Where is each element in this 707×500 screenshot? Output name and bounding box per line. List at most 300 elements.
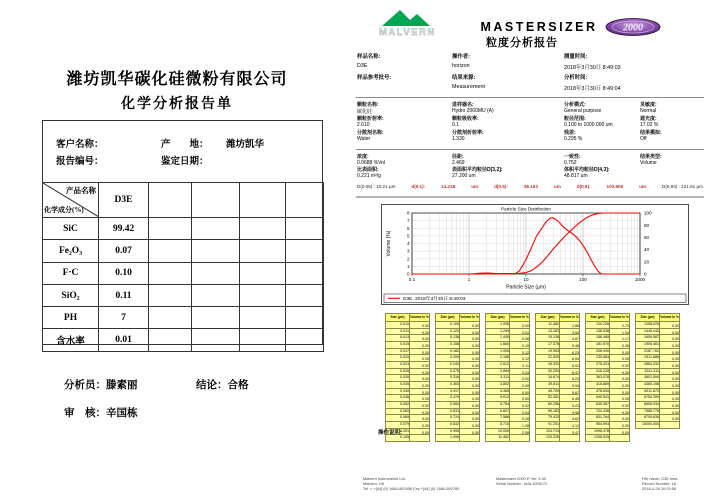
volume-cell: 0.00 — [410, 421, 430, 428]
empty-cell — [240, 262, 286, 284]
empty-cell — [286, 240, 324, 262]
size-cell: 1.096 — [436, 435, 460, 442]
volume-cell: 0.00 — [410, 368, 430, 375]
size-cell: 1659.587 — [636, 335, 660, 342]
size-cell: 30.200 — [536, 368, 560, 375]
volume-cell: 0.00 — [460, 368, 480, 375]
footer-line: Serial Number : MAL1005172 — [496, 481, 548, 486]
param-line: 灵敏度: — [640, 102, 657, 108]
param-line: 2018年3月30日 8:49:03 — [564, 64, 621, 71]
param-line: 2018年3月30日 8:49:04 — [564, 85, 621, 92]
size-table-row — [536, 401, 580, 408]
size-cell: 8.710 — [486, 421, 510, 428]
size-table-row — [436, 375, 480, 382]
volume-header: Volume In % — [610, 314, 630, 322]
report-title-left: 化学分析报告单 — [121, 97, 233, 112]
size-table-header — [436, 314, 480, 322]
size-table-row — [436, 415, 480, 422]
report-info-area — [43, 121, 322, 182]
size-cell: 11.482 — [536, 322, 560, 329]
size-cell: 1096.478 — [586, 428, 610, 435]
size-table-row — [386, 388, 430, 395]
size-cell: 15.136 — [536, 335, 560, 342]
size-table-row — [386, 335, 430, 342]
volume-cell: 0.00 — [410, 341, 430, 348]
param-line: 颗粒折射率: — [357, 116, 384, 123]
volume-cell: 0.00 — [460, 388, 480, 395]
size-table-row — [636, 388, 680, 395]
svg-text:3: 3 — [406, 248, 410, 254]
size-table-row — [586, 335, 630, 342]
size-cell: 158.489 — [586, 335, 610, 342]
size-cell: 0.138 — [436, 335, 460, 342]
volume-cell: 0.08 — [510, 335, 530, 342]
svg-text:0: 0 — [406, 271, 410, 277]
volume-cell: 0.00 — [610, 361, 630, 368]
d-value: 36.163 — [523, 184, 538, 189]
d-value: um — [553, 184, 561, 189]
volume-cell: 1.94 — [610, 328, 630, 335]
analysis-table — [42, 182, 324, 352]
size-cell: 0.079 — [386, 421, 410, 428]
size-cell: 0.120 — [436, 328, 460, 335]
volume-cell — [460, 435, 480, 442]
size-cell: 120.226 — [586, 322, 610, 329]
size-cell: 0.209 — [436, 355, 460, 362]
volume-cell: 0.10 — [510, 341, 530, 348]
empty-cell — [286, 183, 324, 218]
size-table-row — [436, 408, 480, 415]
size-cell: 0.955 — [436, 428, 460, 435]
svg-text:60: 60 — [644, 235, 650, 240]
param-line: 0.100 to 1000.000 um — [564, 122, 613, 129]
size-cell: 2.512 — [486, 361, 510, 368]
volume-cell: 0.28 — [510, 415, 530, 422]
volume-cell: 0.00 — [610, 375, 630, 382]
chart-svg — [381, 204, 689, 305]
size-table-row — [536, 428, 580, 435]
footer-filename — [642, 476, 677, 491]
size-table-row — [386, 421, 430, 428]
header-product-name: 产品名称 — [66, 186, 96, 195]
size-cell: 0.091 — [386, 428, 410, 435]
size-cell: 52.481 — [536, 395, 560, 402]
volume-cell: 0.02 — [510, 401, 530, 408]
size-cell: 11.482 — [486, 435, 510, 442]
param-line: 27.200 um — [452, 172, 476, 179]
component-value: 0.10 — [99, 262, 149, 284]
size-cell: 22.909 — [536, 355, 560, 362]
size-table-row — [486, 435, 530, 442]
volume-cell: 0.00 — [610, 395, 630, 402]
size-table-row — [486, 408, 530, 415]
size-table-row — [636, 368, 680, 375]
volume-cell: 3.47 — [560, 428, 580, 435]
empty-cell — [149, 183, 192, 218]
d-values-row — [357, 184, 703, 189]
size-cell: 2511.886 — [636, 355, 660, 362]
size-table-header — [586, 314, 630, 322]
size-table-header — [536, 314, 580, 322]
volume-cell: 0.00 — [410, 395, 430, 402]
svg-text:100: 100 — [579, 277, 587, 282]
size-table-row — [386, 348, 430, 355]
size-cell: 34.674 — [536, 375, 560, 382]
volume-cell: 0.00 — [660, 348, 680, 355]
param-line: 0.0688 %Vol — [357, 159, 386, 166]
volume-cell: 0.00 — [610, 381, 630, 388]
size-table-row — [536, 435, 580, 442]
volume-cell: 0.12 — [510, 355, 530, 362]
size-table-row — [536, 395, 580, 402]
component-value: 0.11 — [99, 284, 149, 306]
volume-cell: 0.00 — [460, 401, 480, 408]
size-cell: 0.010 — [386, 322, 410, 329]
footer-line: Tel := +[44] (0) 1684-892456 Fax +[44] (0) 1684-892789 — [363, 486, 460, 491]
size-cell: 0.417 — [436, 388, 460, 395]
size-table-row — [486, 322, 530, 329]
param-line: Water — [357, 136, 371, 143]
size-cell: 1258.925 — [586, 435, 610, 442]
volume-cell: 0.00 — [410, 388, 430, 395]
size-cell: 0.363 — [436, 381, 460, 388]
param-line: 浓度: — [357, 154, 369, 160]
volume-cell: 0.00 — [660, 322, 680, 329]
size-table-row — [436, 355, 480, 362]
size-table-row — [586, 381, 630, 388]
size-table-row — [586, 341, 630, 348]
size-cell: 19.953 — [536, 348, 560, 355]
size-table-row — [586, 415, 630, 422]
size-table-row — [536, 375, 580, 382]
volume-cell: 3.94 — [560, 328, 580, 335]
volume-cell: 0.00 — [460, 381, 480, 388]
size-cell: 0.316 — [436, 375, 460, 382]
diagonal-header-cell — [43, 183, 99, 218]
origin-label: 产 地： — [161, 140, 209, 150]
empty-cell — [149, 240, 192, 262]
param-line: Hydro 2000MU (A) — [452, 108, 494, 115]
size-cell: 7.586 — [486, 415, 510, 422]
size-cell: 8709.636 — [636, 415, 660, 422]
size-cell: 2187.762 — [636, 348, 660, 355]
param-line: Measurement — [452, 83, 485, 90]
size-table-row — [486, 348, 530, 355]
size-cell: 10000.000 — [636, 421, 660, 428]
param-line: 0.1 — [452, 122, 459, 129]
size-cell: 0.060 — [386, 408, 410, 415]
volume-header: Volume In % — [660, 314, 680, 322]
size-cell: 5.012 — [486, 395, 510, 402]
origin-value: 潍坊凯华 — [226, 140, 265, 150]
empty-cell — [240, 240, 286, 262]
param-line: 操作者: — [452, 54, 470, 60]
volume-cell: 0.00 — [660, 328, 680, 335]
size-cell: 17.378 — [536, 341, 560, 348]
size-cell: 0.724 — [436, 415, 460, 422]
size-table-row — [586, 421, 630, 428]
volume-cell — [410, 435, 430, 442]
param-line: horizon — [452, 62, 470, 69]
size-table-row — [386, 328, 430, 335]
footer-version — [496, 476, 547, 486]
separator-line-thick — [356, 196, 704, 198]
size-table-row — [486, 341, 530, 348]
size-cell: 0.017 — [386, 348, 410, 355]
reviewer-signature — [64, 405, 138, 420]
size-cell: 239.883 — [586, 355, 610, 362]
param-line: 2.610 — [357, 122, 370, 129]
svg-text:8: 8 — [406, 210, 410, 216]
product-id-cell: D3E — [99, 183, 149, 218]
concentration-column — [357, 153, 449, 179]
result-units-column — [640, 153, 702, 179]
size-cell: 954.993 — [586, 421, 610, 428]
size-table-row — [486, 375, 530, 382]
size-table-row — [636, 415, 680, 422]
size-table-row — [436, 401, 480, 408]
empty-cell — [192, 262, 240, 284]
table-row — [43, 284, 324, 306]
footer-company — [363, 476, 459, 491]
empty-cell — [149, 307, 192, 329]
param-line: 样品参考批号: — [357, 75, 392, 82]
size-table-row — [486, 415, 530, 422]
report-title-right: 粒度分析报告 — [486, 37, 558, 49]
size-table-row — [586, 435, 630, 442]
analysis-table-header-row — [43, 183, 324, 218]
size-cell: 0.069 — [386, 415, 410, 422]
size-table-row — [636, 408, 680, 415]
size-cell: 0.832 — [436, 421, 460, 428]
component-name: SiO₂ — [43, 284, 99, 306]
component-value: 7 — [99, 307, 149, 329]
footer-line: File name: D3E.mea — [642, 476, 678, 481]
param-line: 17.02 % — [640, 122, 659, 129]
customer-name-label: 客户名称： — [56, 140, 104, 150]
volume-cell: 6.54 — [560, 355, 580, 362]
param-line: General purpose — [564, 108, 602, 115]
d-value: d(0.9): — [576, 184, 591, 189]
particle-column — [357, 101, 449, 144]
table-row — [43, 262, 324, 284]
size-table-row — [386, 368, 430, 375]
volume-cell: 2.86 — [560, 322, 580, 329]
volume-cell: 0.00 — [460, 322, 480, 329]
size-table-row — [536, 415, 580, 422]
size-cell: 69.183 — [536, 408, 560, 415]
param-line: Volume — [640, 159, 657, 166]
volume-header: Volume In % — [560, 314, 580, 322]
volume-cell: 0.00 — [410, 428, 430, 435]
volume-cell: 0.38 — [610, 341, 630, 348]
size-cell: 0.105 — [436, 322, 460, 329]
accessory-column — [452, 101, 560, 144]
size-cell: 5754.399 — [636, 395, 660, 402]
volume-cell: 4.98 — [560, 408, 580, 415]
volume-cell: 4.12 — [560, 421, 580, 428]
component-name: F·C — [43, 262, 99, 284]
size-table-row — [386, 361, 430, 368]
size-cell: 0.046 — [386, 395, 410, 402]
size-cell: 363.078 — [586, 375, 610, 382]
volume-cell: 4.87 — [560, 335, 580, 342]
d-value: um — [471, 184, 479, 189]
volume-cell: 0.11 — [510, 361, 530, 368]
volume-header: Volume In % — [460, 314, 480, 322]
size-table-row — [586, 361, 630, 368]
size-table-row — [586, 388, 630, 395]
size-table-row — [486, 421, 530, 428]
size-cell: 3.802 — [486, 381, 510, 388]
size-cell: 1.096 — [486, 322, 510, 329]
empty-cell — [192, 218, 240, 240]
size-cell: 0.035 — [386, 381, 410, 388]
size-table-row — [386, 415, 430, 422]
size-cell: 0.158 — [436, 341, 460, 348]
param-line: 分散剂名称: — [357, 130, 384, 137]
reviewer-name: 辛国栋 — [106, 408, 138, 419]
size-cell: 316.228 — [586, 368, 610, 375]
component-name: Fe₂O₃ — [43, 240, 99, 262]
volume-cell: 0.00 — [460, 335, 480, 342]
svg-text:0: 0 — [644, 271, 647, 277]
svg-text:0.1: 0.1 — [408, 277, 416, 282]
size-table — [535, 313, 580, 442]
component-value: 99.42 — [99, 218, 149, 240]
volume-cell: 0.00 — [410, 381, 430, 388]
param-line: 结果模拟: — [640, 130, 662, 137]
size-cell: 1445.440 — [636, 328, 660, 335]
size-cell: 7585.776 — [636, 408, 660, 415]
size-table-row — [486, 428, 530, 435]
volume-cell: 0.00 — [660, 388, 680, 395]
footer-line: Malvern, UK — [363, 481, 385, 486]
svg-text:2: 2 — [406, 256, 410, 262]
component-name: SiC — [43, 218, 99, 240]
volume-cell: 0.00 — [410, 361, 430, 368]
size-table-row — [436, 395, 480, 402]
empty-cell — [286, 262, 324, 284]
size-table — [435, 313, 480, 442]
size-cell: 0.023 — [386, 361, 410, 368]
volume-cell: 0.00 — [410, 415, 430, 422]
size-table-row — [586, 368, 630, 375]
analysis-report-box — [42, 120, 323, 348]
volume-cell: 0.00 — [660, 361, 680, 368]
size-table-header — [636, 314, 680, 322]
size-cell: 1.660 — [486, 341, 510, 348]
size-table-row — [536, 421, 580, 428]
volume-cell: 2.08 — [510, 428, 530, 435]
size-table — [385, 313, 430, 442]
size-table-row — [436, 348, 480, 355]
svg-text:1000: 1000 — [634, 277, 646, 282]
param-line: 分析模式: — [564, 102, 586, 108]
empty-cell — [286, 329, 324, 351]
analyst-name: 滕素丽 — [106, 380, 138, 391]
component-name: 含水率 — [43, 329, 99, 351]
x-axis-label: Particle Size (µm) — [506, 284, 546, 291]
analyst-signature — [64, 377, 138, 392]
volume-cell — [660, 421, 680, 428]
svg-text:1: 1 — [467, 277, 471, 282]
empty-cell — [240, 218, 286, 240]
size-table-row — [386, 408, 430, 415]
param-line: 分析时间: — [564, 75, 588, 82]
size-table-row — [536, 388, 580, 395]
empty-cell — [149, 284, 192, 306]
volume-cell: 0.00 — [660, 368, 680, 375]
d-value: d(0.5): — [494, 184, 508, 189]
empty-cell — [286, 218, 324, 240]
span-column — [452, 153, 560, 179]
volume-cell: 5.94 — [560, 381, 580, 388]
size-table-row — [636, 335, 680, 342]
analysis-table-body — [43, 183, 324, 352]
size-table-row — [536, 328, 580, 335]
size-table-header — [386, 314, 430, 322]
size-cell: 0.011 — [386, 328, 410, 335]
volume-cell: 5.45 — [560, 395, 580, 402]
operation-note-label: 操作说明: — [378, 430, 402, 436]
volume-cell: 0.00 — [610, 401, 630, 408]
size-table-row — [636, 341, 680, 348]
size-table-row — [636, 328, 680, 335]
empty-cell — [240, 284, 286, 306]
volume-cell: 0.00 — [460, 375, 480, 382]
report-number-label: 报告编号： — [56, 157, 104, 167]
inspection-date-label: 鉴定日期： — [161, 157, 209, 167]
size-table-row — [586, 408, 630, 415]
svg-text:20: 20 — [644, 259, 650, 265]
table-row — [43, 307, 324, 329]
volume-cell: 0.00 — [460, 355, 480, 362]
size-table-row — [536, 355, 580, 362]
size-table-row — [436, 421, 480, 428]
size-table-row — [586, 375, 630, 382]
size-cell: 3801.894 — [636, 375, 660, 382]
size-header: Size (µm) — [486, 314, 510, 322]
d-value: 14.218 — [441, 184, 456, 189]
volume-cell: 6.23 — [560, 348, 580, 355]
conclusion-value: 合格 — [227, 380, 249, 391]
size-table-row — [436, 341, 480, 348]
size-cell: 0.013 — [386, 335, 410, 342]
size-table-row — [536, 341, 580, 348]
size-cell: 0.631 — [436, 408, 460, 415]
svg-text:10: 10 — [523, 277, 529, 282]
size-header: Size (µm) — [586, 314, 610, 322]
size-cell: 208.930 — [586, 348, 610, 355]
size-table-row — [586, 401, 630, 408]
size-cell: 0.240 — [436, 361, 460, 368]
malvern-logo — [376, 8, 438, 42]
size-cell: 549.541 — [586, 395, 610, 402]
volume-cell: 4.62 — [560, 415, 580, 422]
param-line: 残差: — [564, 130, 576, 137]
legend-label: D3E, 2018年3月30日 8:49:03 — [403, 297, 466, 302]
size-cell: 1.259 — [486, 328, 510, 335]
empty-cell — [192, 284, 240, 306]
size-table-row — [536, 322, 580, 329]
size-cell: 2884.032 — [636, 361, 660, 368]
analysis-model-column — [564, 101, 636, 144]
param-line: 测量时间: — [564, 54, 588, 60]
volume-cell: 0.12 — [510, 348, 530, 355]
sample-name-column — [357, 52, 449, 94]
svg-text:80: 80 — [644, 222, 650, 228]
